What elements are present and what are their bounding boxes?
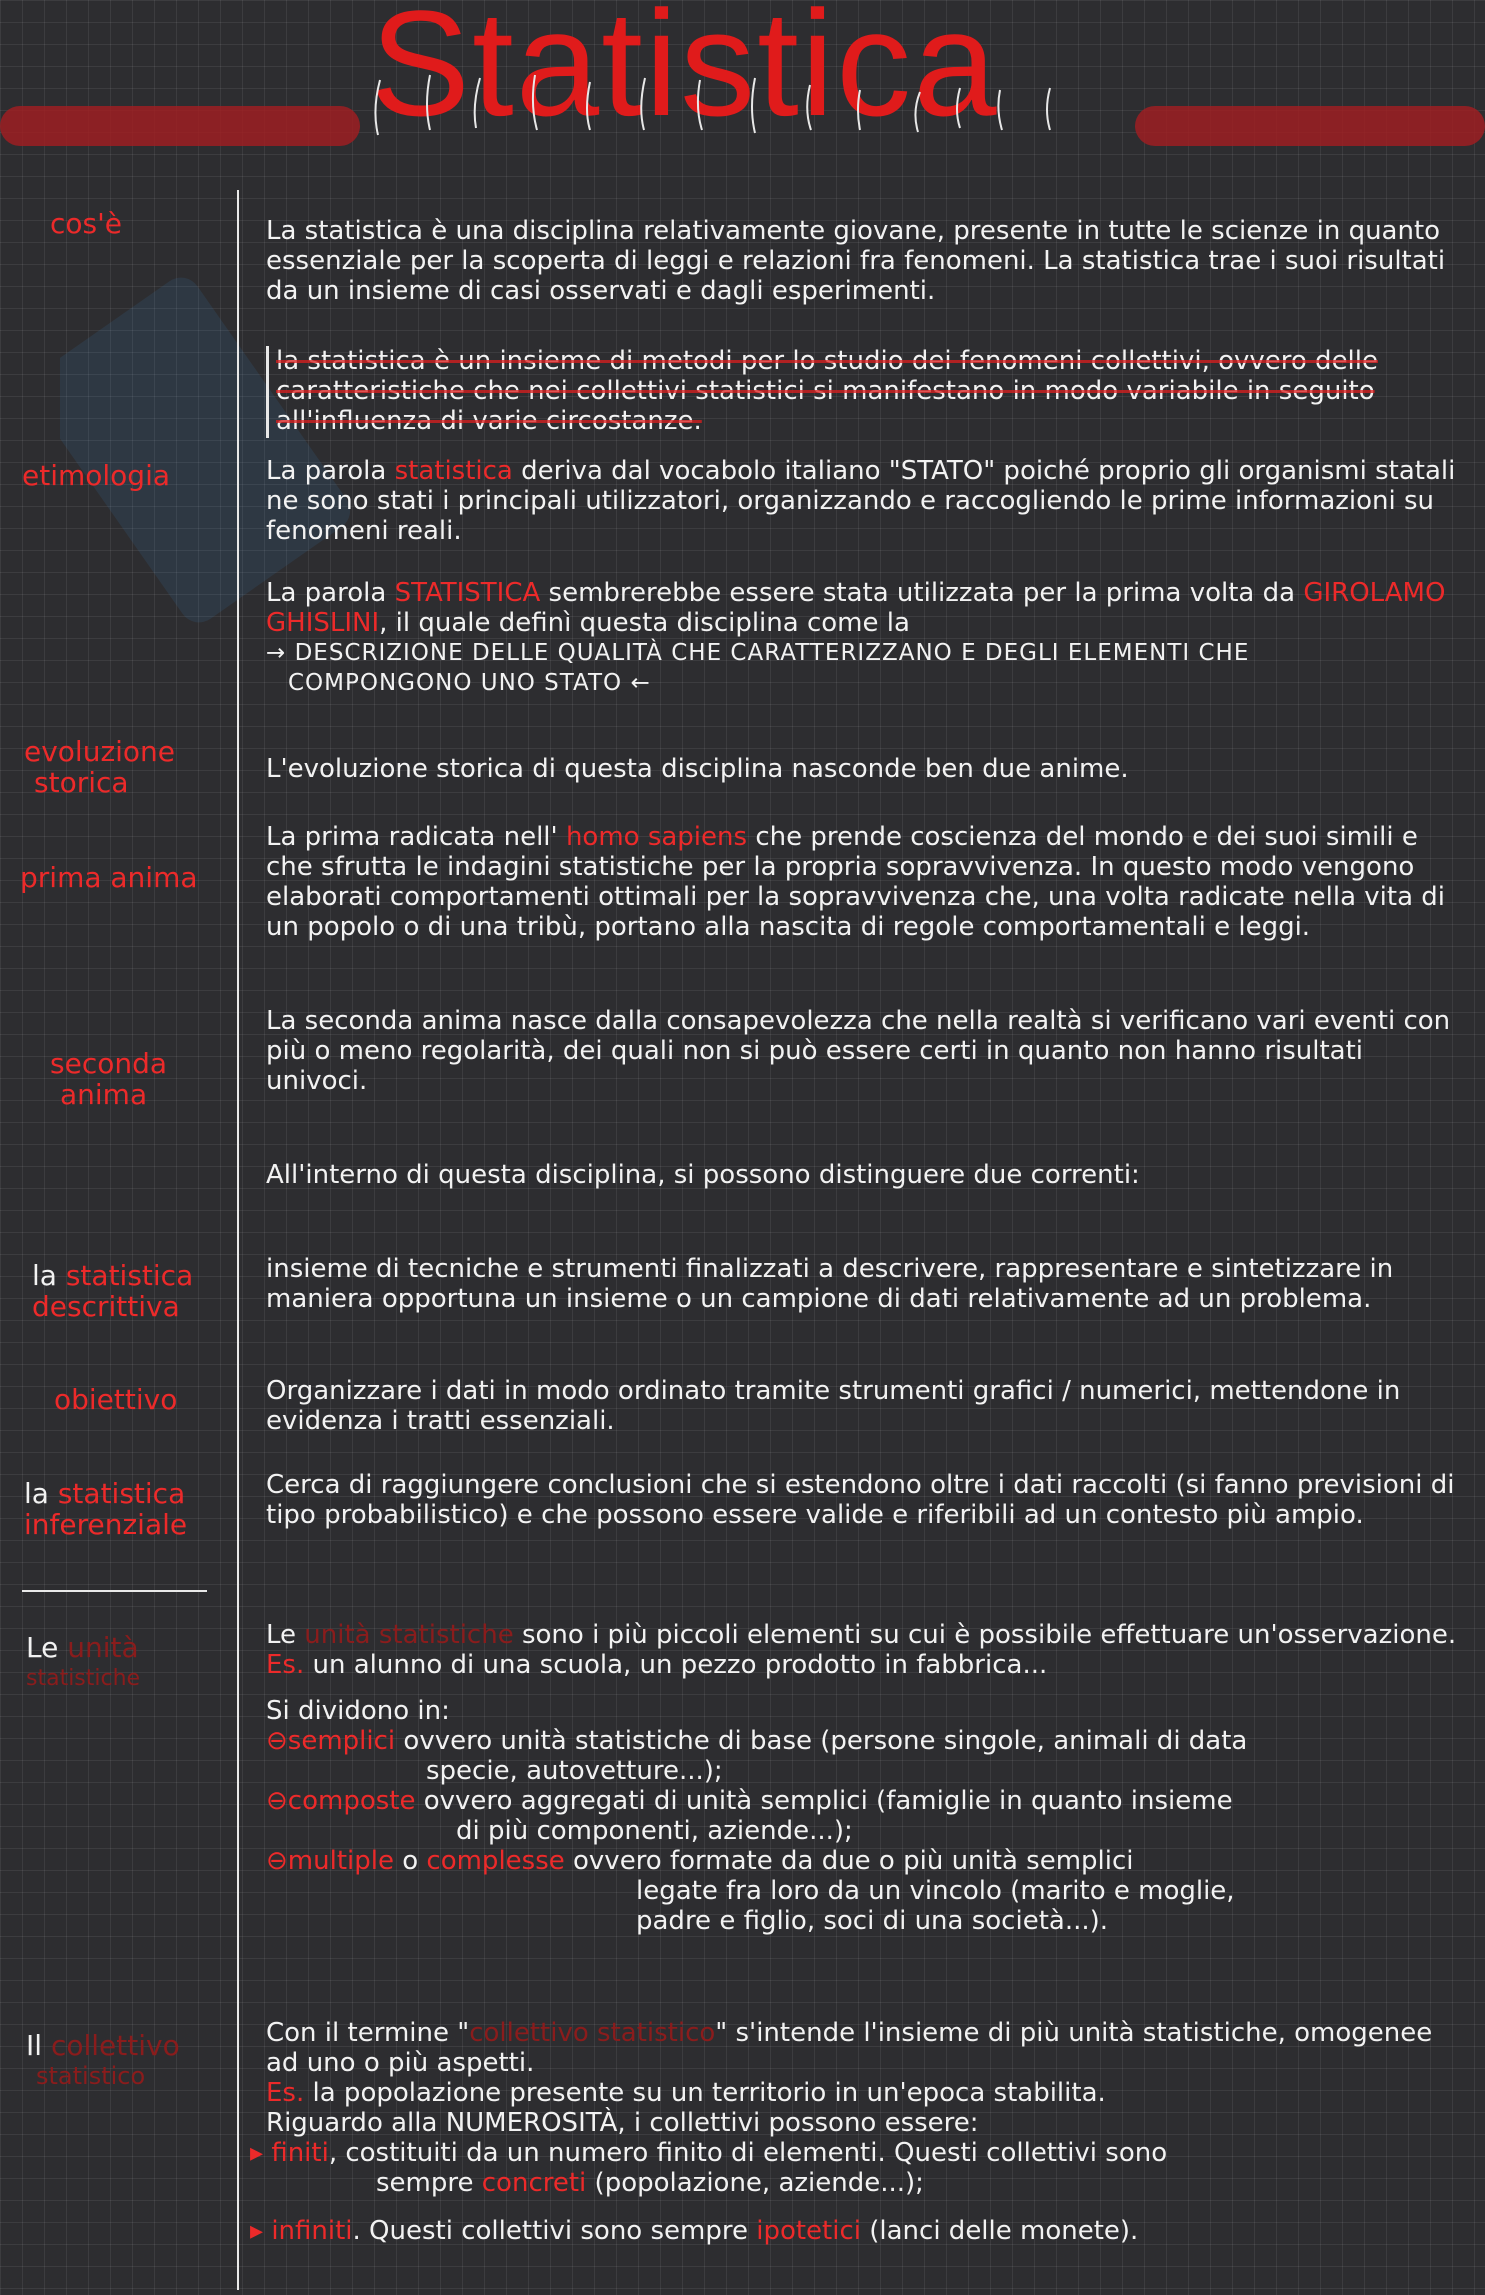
label-collettivo-pre: Il [26,2029,43,2062]
collettivo-finiti-desc: , costituiti da un numero finito di elementi. Questi collettivi sono [328,2138,1168,2168]
bullet-multiple-icon: ⊖ [266,1846,288,1876]
inferenziale-paragraph: Cerca di raggiungere conclusioni che si estendono oltre i dati raccolti (si fanno previsioni di tipo probabilistico) e che possono essere valide e riferibili ad un contesto più ampio. [266,1470,1455,1530]
section-divider [22,1590,207,1592]
collettivo-infiniti-desc: . Questi collettivi sono sempre [352,2216,757,2246]
collettivo-infiniti-end: (lanci delle monete). [860,2216,1139,2246]
unita-composte-cont: di più componenti, aziende...); [456,1816,853,1846]
label-unita-line1: unità [67,1631,139,1664]
arrow-finiti-icon: ▸ [250,2138,264,2168]
etimologia-text-2b: sembrerebbe essere stata utilizzata per la prima volta da [540,578,1304,608]
definition-bracket [266,346,269,438]
unita-semplici-cont: specie, autovetture...); [426,1756,723,1786]
arrow-infiniti-icon: ▸ [250,2216,264,2246]
unita-multiple-desc: ovvero formate da due o più unità semplici [564,1846,1134,1876]
etimologia-highlight-statistica-caps: STATISTICA [394,578,541,608]
unita-multiple-cont1: legate fra loro da un vincolo (marito e moglie, [636,1876,1235,1906]
unita-text-b: sono i più piccoli elementi su cui è possibile effettuare un'osservazione. [513,1620,1457,1650]
etimologia-text-2c: , il quale definì questa disciplina come la [379,608,910,638]
label-inferenziale-line1: statistica [57,1477,186,1510]
label-obiettivo: obiettivo [54,1383,178,1416]
seconda-anima-paragraph: La seconda anima nasce dalla consapevolezza che nella realtà si verificano vari eventi con più o meno regolarità, dei quali non si può essere certi in quanto non hanno risultati univoci. [266,1006,1451,1096]
label-seconda-anima [50,1048,167,1110]
unita-semplici-desc: ovvero unità statistiche di base (persone singole, animali di data [395,1726,1248,1756]
unita-multiple-o: o [393,1846,427,1876]
label-prima-anima: prima anima [20,861,198,894]
label-evoluzione-line1: evoluzione [24,735,176,768]
prima-anima-paragraph [266,822,1471,942]
collettivo-text-a: Con il termine " [266,2018,470,2048]
correnti-paragraph: All'interno di questa disciplina, si possono distinguere due correnti: [266,1160,1140,1190]
unita-text-a: Le [266,1620,305,1650]
label-seconda-line2: anima [60,1078,148,1111]
collettivo-section [250,2018,1471,2246]
etimologia-highlight-ghislini: GIROLAMO GHISLINI [266,578,1446,638]
label-evoluzione [24,736,175,798]
cose-definition-text: la statistica è un insieme di metodi per lo studio dei fenomeni collettivi, ovvero delle caratteristiche che nei collettivi statistici si manifestano in modo variabile in seguito all'influenza di varie circostanze. [276,346,1379,436]
label-evoluzione-line2: storica [34,766,129,799]
etimologia-caps-line2: COMPONGONO UNO STATO ← [288,670,651,696]
evoluzione-paragraph: L'evoluzione storica di questa disciplina nasconde ben due anime. [266,754,1129,784]
unita-multiple: multiple [287,1846,394,1876]
descrittiva-paragraph: insieme di tecniche e strumenti finalizzati a descrivere, rappresentare e sintetizzare in maniera opportuna un insieme o un campione di dati relativamente ad un problema. [266,1254,1394,1314]
unita-highlight: unità statistiche [304,1620,514,1650]
label-descrittiva-line2: descrittiva [32,1290,180,1323]
collettivo-finiti: finiti [271,2138,329,2168]
collettivo-finiti-cont-a: sempre [376,2168,482,2198]
label-cose: cos'è [50,207,123,240]
label-inferenziale-pre: la [24,1477,49,1510]
etimologia-highlight-statistica: statistica [394,456,513,486]
label-collettivo-line1: collettivo [50,2029,180,2062]
etimologia-text-1b: deriva dal vocabolo italiano "STATO" poiché proprio gli organismi statali ne sono stati i principali utilizzatori, organizzando e raccogliendo le prime informazioni su fenomeni reali. [266,456,1456,546]
unita-es-label: Es. [266,1650,305,1680]
etimologia-text-1a: La parola [266,456,395,486]
label-collettivo-line2: statistico [36,2062,146,2090]
unita-composte: composte [287,1786,416,1816]
column-divider [237,190,239,2290]
title-decoration-strokes [360,70,1120,180]
etimologia-paragraph-1 [266,456,1471,546]
label-seconda-line1: seconda [50,1047,168,1080]
label-descrittiva-pre: la [32,1259,57,1292]
collettivo-infiniti: infiniti [271,2216,353,2246]
label-collettivo [26,2030,180,2092]
label-unita [26,1632,140,1694]
etimologia-caps-line1: → DESCRIZIONE DELLE QUALITÀ CHE CARATTERIZZANO E DEGLI ELEMENTI CHE [266,640,1250,666]
etimologia-paragraph-2 [266,578,1471,698]
collettivo-es-text: la popolazione presente su un territorio in un'epoca stabilita. [304,2078,1106,2108]
bullet-composte-icon: ⊖ [266,1786,288,1816]
collettivo-es-label: Es. [266,2078,305,2108]
unita-complesse: complesse [426,1846,565,1876]
collettivo-highlight: collettivo statistico [469,2018,716,2048]
unita-es-text: un alunno di una scuola, un pezzo prodotto in fabbrica... [304,1650,1048,1680]
label-inferenziale-line2: inferenziale [24,1508,188,1541]
collettivo-numerosita: Riguardo alla NUMEROSITÀ, i collettivi possono essere: [266,2108,979,2138]
unita-section [266,1620,1471,1936]
label-etimologia: etimologia [22,459,171,492]
header-band-left [0,106,360,146]
page-title: Statistica [370,0,999,147]
label-unita-line2: statistiche [26,1666,141,1691]
collettivo-finiti-cont-b: (popolazione, aziende...); [586,2168,924,2198]
collettivo-concreti: concreti [481,2168,587,2198]
label-descrittiva-line1: statistica [65,1259,194,1292]
bullet-semplici-icon: ⊖ [266,1726,288,1756]
prima-text-b: che prende coscienza del mondo e dei suoi simili e che sfrutta le indagini statistiche per la propria sopravvivenza. In questo modo vengono elaborati comportamenti ottimali per la sopravvivenza che, una volta radicate nella vita di un popolo o di una tribù, portano alla nascita di regole comportamentali e leggi. [266,822,1446,942]
etimologia-text-2a: La parola [266,578,395,608]
collettivo-ipotetici: ipotetici [756,2216,861,2246]
cose-paragraph: La statistica è una disciplina relativamente giovane, presente in tutte le scienze in quanto essenziale per la scoperta di leggi e relazioni fra fenomeni. La statistica trae i suoi risultati da un insieme di casi osservati e dagli esperimenti. [266,216,1446,306]
cose-definition [266,346,1471,436]
unita-multiple-cont2: padre e figlio, soci di una società...). [636,1906,1109,1936]
obiettivo-paragraph: Organizzare i dati in modo ordinato tramite strumenti grafici / numerici, mettendone in evidenza i tratti essenziali. [266,1376,1401,1436]
collettivo-text-b: " s'intende l'insieme di più unità statistiche, omogenee ad uno o più aspetti. [266,2018,1433,2078]
label-descrittiva [32,1260,193,1322]
unita-semplici: semplici [287,1726,396,1756]
label-unita-pre: Le [26,1631,59,1664]
prima-highlight-homo-sapiens: homo sapiens [565,822,748,852]
unita-composte-desc: ovvero aggregati di unità semplici (famiglie in quanto insieme [415,1786,1233,1816]
header-band-right [1135,106,1485,146]
prima-text-a: La prima radicata nell' [266,822,566,852]
unita-divide-intro: Si dividono in: [266,1696,450,1726]
label-inferenziale [24,1478,187,1540]
